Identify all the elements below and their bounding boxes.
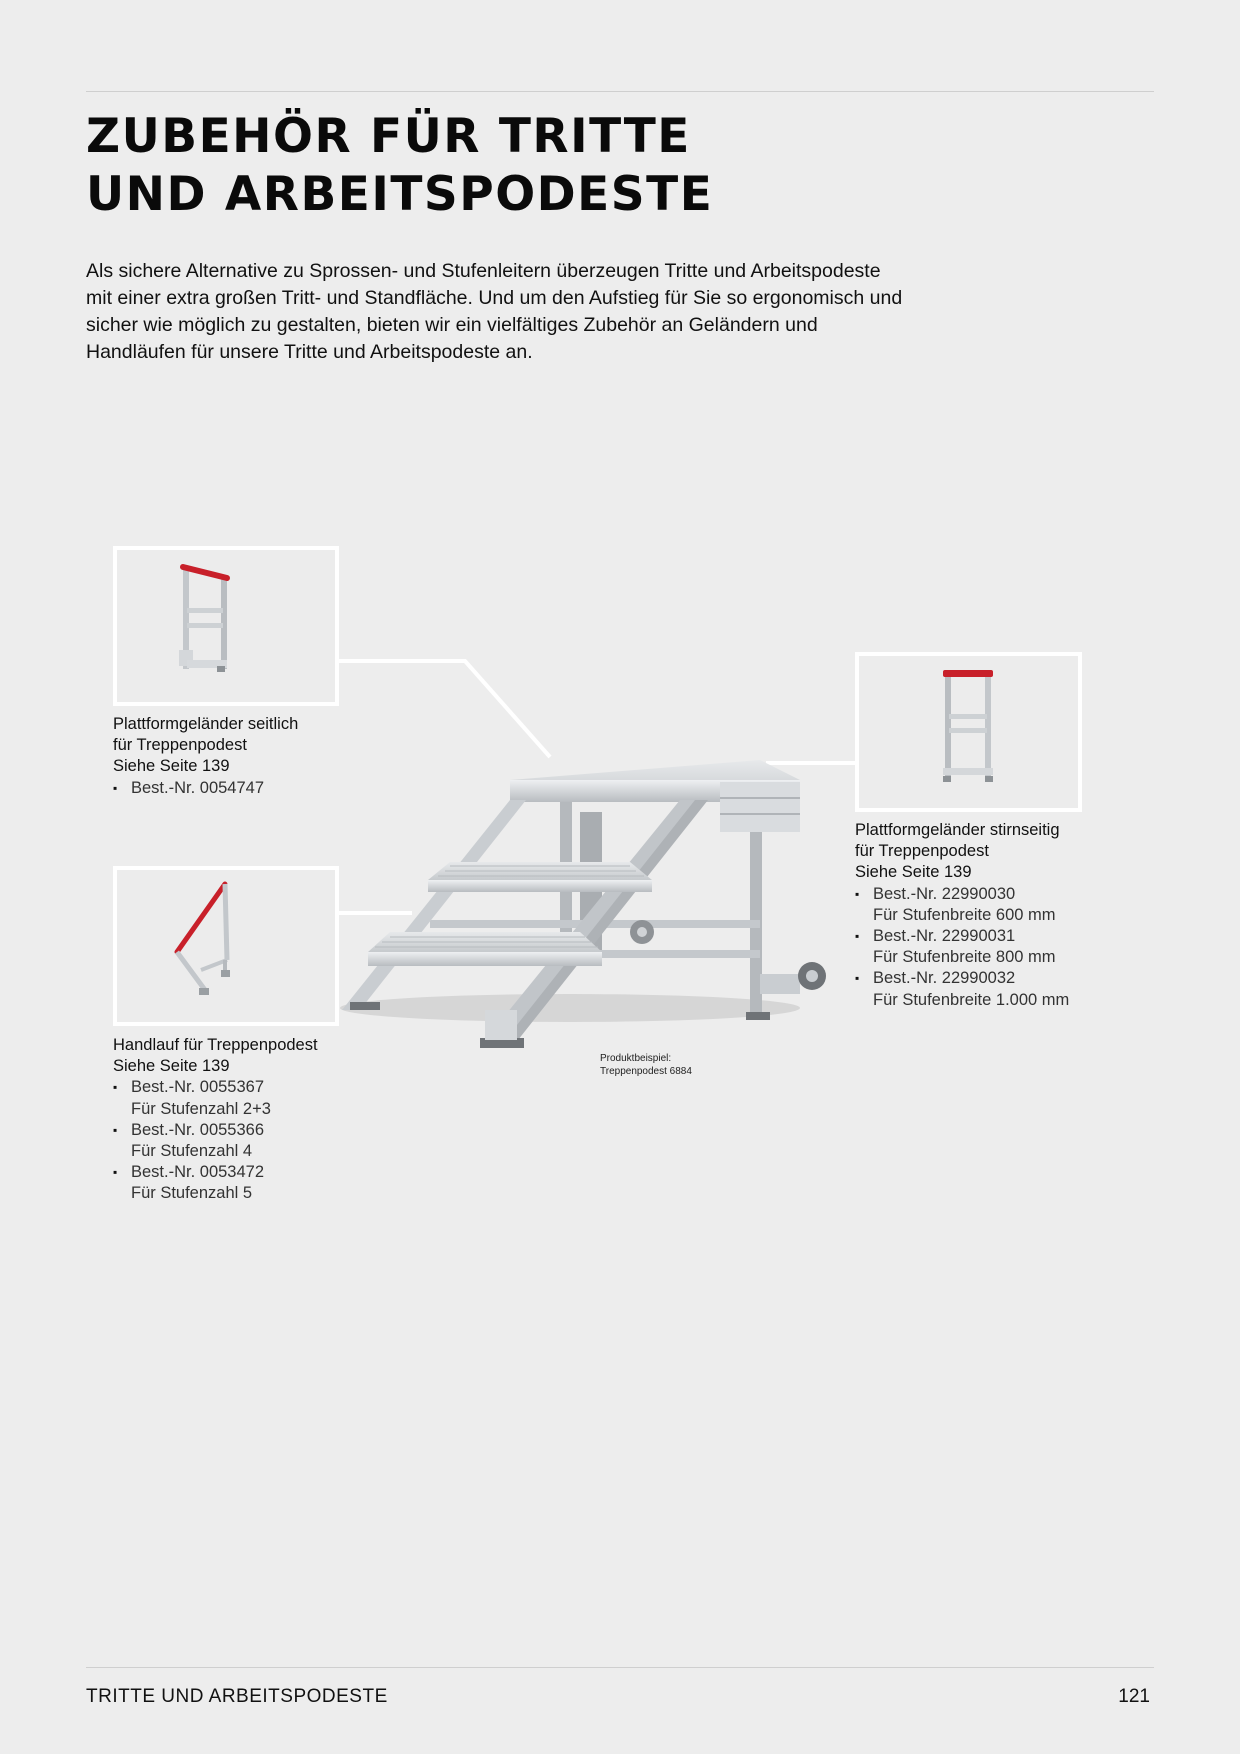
front-railing-line1: Plattformgeländer stirnseitig <box>855 821 1060 839</box>
front-railing-caption <box>855 820 1069 1011</box>
list-item: ▪ Best.-Nr. 22990031 Für Stufenbreite 800 mm <box>855 926 1069 968</box>
handrail-order-list <box>113 1077 318 1204</box>
side-railing-line1: Plattformgeländer seitlich <box>113 715 299 733</box>
handrail-ref: Siehe Seite 139 <box>113 1057 230 1076</box>
front-railing-order-list <box>855 884 1069 1011</box>
handrail-image <box>113 866 339 1026</box>
product-example-note <box>600 1052 692 1078</box>
front-railing-image <box>855 652 1082 812</box>
product-example-label: Produktbeispiel: <box>600 1053 672 1064</box>
list-item: ▪ Best.-Nr. 0053472 Für Stufenzahl 5 <box>113 1162 318 1204</box>
stair-platform-image <box>330 740 840 1085</box>
list-item: ▪ Best.-Nr. 22990030 Für Stufenbreite 600 mm <box>855 884 1069 926</box>
title-line-1: ZUBEHÖR FÜR TRITTE <box>86 109 691 164</box>
list-item: ▪ Best.-Nr. 22990032 Für Stufenbreite 1.000 mm <box>855 968 1069 1010</box>
intro-paragraph: Als sichere Alternative zu Sprossen- und Stufenleitern überzeugen Tritte und Arbeitspodeste mit einer extra großen Tritt- und Standfläche. Und um den Aufstieg für Sie so ergonomisch und sicher wie möglich zu gestalten, bieten wir ein vielfältiges Zubehör an Geländern und Handläufen für unsere Tritte und Arbeitspodeste an. <box>86 260 903 363</box>
handrail-line1: Handlauf für Treppenpodest <box>113 1036 318 1054</box>
list-item: ▪ Best.-Nr. 0055366 Für Stufenzahl 4 <box>113 1120 318 1162</box>
list-item: ▪ Best.-Nr. 0054747 <box>113 778 298 799</box>
footer-rule <box>86 1667 1154 1668</box>
side-railing-order-list <box>113 778 298 799</box>
side-railing-line2: für Treppenpodest <box>113 736 247 755</box>
page-number: 121 <box>1118 1686 1150 1707</box>
list-item: ▪ Best.-Nr. 0055367 Für Stufenzahl 2+3 <box>113 1077 318 1119</box>
title-line-2: UND ARBEITSPODESTE <box>86 167 714 222</box>
side-railing-caption <box>113 714 298 799</box>
side-railing-ref: Siehe Seite 139 <box>113 757 230 776</box>
front-railing-line2: für Treppenpodest <box>855 842 989 861</box>
handrail-caption <box>113 1035 318 1205</box>
side-railing-image <box>113 546 339 706</box>
footer-section-title: TRITTE UND ARBEITSPODESTE <box>86 1686 388 1707</box>
product-example-name: Treppenpodest 6884 <box>600 1066 692 1077</box>
front-railing-ref: Siehe Seite 139 <box>855 863 972 882</box>
